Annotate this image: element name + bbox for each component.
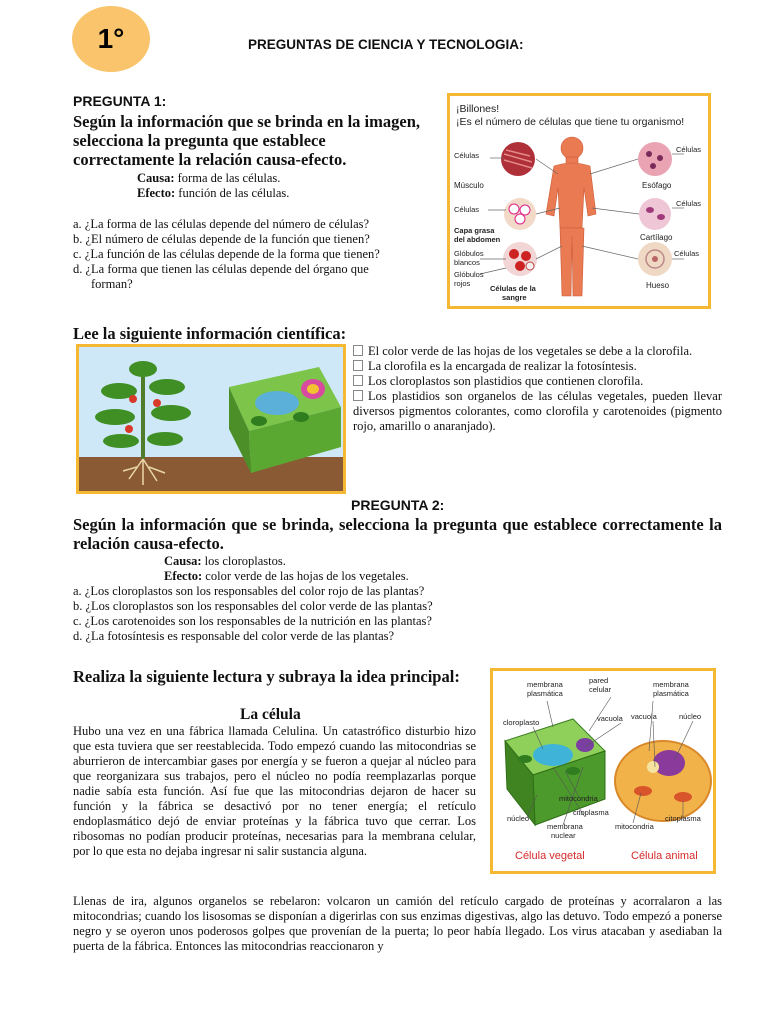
question-1-option-b[interactable]: b. ¿El número de células depende de la función que tienen? — [73, 232, 370, 246]
animal-cell-label: Célula animal — [631, 850, 698, 862]
info-bullet-3: Los cloroplastos son plastidios que contienen clorofila. — [353, 374, 722, 389]
question-2-option-d[interactable]: d. ¿La fotosíntesis es responsable del color verde de las plantas? — [73, 629, 395, 643]
svg-text:Glóbulos: Glóbulos — [454, 249, 484, 258]
info-heading: Lee la siguiente información científica: — [73, 324, 347, 343]
question-2-effect: Efecto: color verde de las hojas de los vegetales. — [164, 569, 409, 583]
plant-illustration — [79, 347, 343, 491]
reading-paragraph-2: Llenas de ira, algunos organelos se rebelaron: volcaron un camión del retículo cargado de proteínas y acorralaron a las mitocondrias; cuando los lisosomas se disponían a digerirlas con sus enzimas digestivas, algo las detuvo. Todo empezó a ponerse negro y se oyeron unos poderosos golpes que provenían de la puerta; lo peor había llegado. Los virus atacaban y asediaban la puerta de la fábrica. Entonces las mitocondrias reaccionaron y — [73, 894, 722, 953]
svg-text:Cartílago: Cartílago — [640, 233, 673, 242]
cartilage-cells-icon — [639, 198, 671, 230]
question-2-cause: Causa: los cloroplastos. — [164, 554, 286, 568]
cause-text: forma de las células. — [174, 171, 281, 185]
human-body-icon — [546, 137, 596, 296]
cell-comparison-image — [490, 668, 716, 874]
cell-comparison-illustration — [493, 671, 713, 871]
esophagus-cells-icon — [638, 142, 672, 176]
image-title-2: ¡Es el número de células que tiene tu organismo! — [456, 116, 685, 128]
svg-text:Músculo: Músculo — [454, 181, 484, 190]
reading-heading: Realiza la siguiente lectura y subraya la idea principal: — [73, 667, 460, 686]
reading-paragraph-1: Hubo una vez en una fábrica llamada Celulina. Un catastrófico disturbio hizo que esta tuviera que ser reestablecida. Todo empezó cuando las mitocondrias se aburrieron de intercambiar gases por energía y se fueron a quejar al núcleo para que reorganizara sus trabajos, pero el núcleo no podía reemplazarlas porque nadie sabía esta función. Así fue que las mitocondrias dejaron de hacer su función y la fábrica se desactivó por no tener energía; el retículo endoplasmático dejó de enviar proteínas y la fábrica tuvo que cerrar. Los ribosomas no podían producir proteínas, necesarias para la membrana celular, por lo que esta no dejaba ingresar ni salir sustancia alguna. — [73, 724, 476, 858]
svg-text:cloroplasto: cloroplasto — [503, 718, 540, 727]
animal-cell-icon — [615, 741, 711, 821]
checkbox-icon — [353, 390, 363, 401]
svg-text:plasmática: plasmática — [527, 689, 563, 698]
plant-cell-label: Célula vegetal — [515, 850, 585, 862]
page-title: PREGUNTAS DE CIENCIA Y TECNOLOGIA: — [248, 37, 524, 52]
svg-text:Células: Células — [676, 199, 702, 208]
svg-text:citoplasma: citoplasma — [665, 814, 701, 823]
svg-text:Hueso: Hueso — [646, 281, 670, 290]
svg-text:núcleo: núcleo — [679, 712, 702, 721]
info-bullet-1: El color verde de las hojas de los vegetales se debe a la clorofila. — [353, 344, 722, 359]
cause-label: Causa: — [137, 171, 175, 185]
checkbox-icon — [353, 375, 363, 386]
body-cells-image — [447, 93, 711, 309]
svg-text:plasmática: plasmática — [653, 689, 689, 698]
question-2-title: Según la información que se brinda, selecciona la pregunta que establece correctamente la relación causa-efecto. — [73, 515, 722, 553]
svg-text:mitocondria: mitocondria — [559, 794, 598, 803]
svg-text:vacuola: vacuola — [631, 712, 657, 721]
question-1-option-d-cont: forman? — [91, 277, 133, 291]
info-bullet-4: Los plastidios son organelos de las células vegetales, pueden llevar diversos pigmentos colorantes, como clorofila y carotenoides (pigmento rojo, amarillo o anaranjado). — [353, 389, 722, 433]
question-1-label: PREGUNTA 1: — [73, 93, 167, 109]
info-bullets — [353, 344, 722, 434]
bone-cells-icon — [638, 242, 672, 276]
question-2-option-a[interactable]: a. ¿Los cloroplastos son los responsables del color rojo de las plantas? — [73, 584, 425, 598]
question-2-label: PREGUNTA 2: — [351, 497, 445, 513]
info-bullet-2: La clorofila es la encargada de realizar la fotosíntesis. — [353, 359, 722, 374]
svg-text:Células: Células — [674, 249, 700, 258]
svg-text:nuclear: nuclear — [551, 831, 576, 840]
question-2-option-c[interactable]: c. ¿Los carotenoides son los responsables de la nutrición en las plantas? — [73, 614, 432, 628]
svg-text:celular: celular — [589, 685, 612, 694]
reading-title: La célula — [240, 706, 301, 723]
svg-text:Células: Células — [676, 145, 702, 154]
checkbox-icon — [353, 360, 363, 371]
muscle-cells-icon — [501, 142, 535, 176]
svg-text:membrana: membrana — [547, 822, 583, 831]
svg-text:Esófago: Esófago — [642, 181, 672, 190]
svg-text:Células: Células — [454, 205, 480, 214]
svg-text:vacuola: vacuola — [597, 714, 623, 723]
checkbox-icon — [353, 345, 363, 356]
question-2-option-b[interactable]: b. ¿Los cloroplastos son los responsables del color verde de las plantas? — [73, 599, 433, 613]
svg-text:pared: pared — [589, 676, 609, 685]
blood-cells-icon — [503, 242, 537, 276]
svg-text:membrana: membrana — [527, 680, 563, 689]
body-cells-illustration — [450, 96, 708, 306]
svg-text:Glóbulos: Glóbulos — [454, 270, 484, 279]
question-1-option-c[interactable]: c. ¿La función de las células depende de la forma que tienen? — [73, 247, 380, 261]
question-1-option-a[interactable]: a. ¿La forma de las células depende del número de células? — [73, 217, 370, 231]
image-title-1: ¡Billones! — [456, 103, 500, 115]
question-1-title: Según la información que se brinda en la imagen, selecciona la pregunta que establece correctamente la relación causa-efecto. — [73, 112, 420, 169]
grade-badge: 1° — [72, 6, 150, 72]
effect-text: función de las células. — [175, 186, 290, 200]
plant-cell-image — [76, 344, 346, 494]
fat-cells-icon — [504, 198, 536, 230]
svg-text:mitocondria: mitocondria — [615, 822, 654, 831]
svg-text:Células de la: Células de la — [490, 284, 536, 293]
question-1-option-d[interactable]: d. ¿La forma que tienen las células depende del órgano que — [73, 262, 369, 276]
svg-text:citoplasma: citoplasma — [573, 808, 609, 817]
svg-text:blancos: blancos — [454, 258, 480, 267]
svg-text:sangre: sangre — [502, 293, 527, 302]
svg-text:Células: Células — [454, 151, 480, 160]
question-1-effect — [137, 186, 289, 201]
svg-text:del abdomen: del abdomen — [454, 235, 501, 244]
svg-text:núcleo: núcleo — [507, 814, 530, 823]
question-1-cause — [137, 171, 280, 186]
svg-text:Capa grasa: Capa grasa — [454, 226, 495, 235]
effect-label: Efecto: — [137, 186, 176, 200]
svg-text:membrana: membrana — [653, 680, 689, 689]
svg-text:rojos: rojos — [454, 279, 471, 288]
